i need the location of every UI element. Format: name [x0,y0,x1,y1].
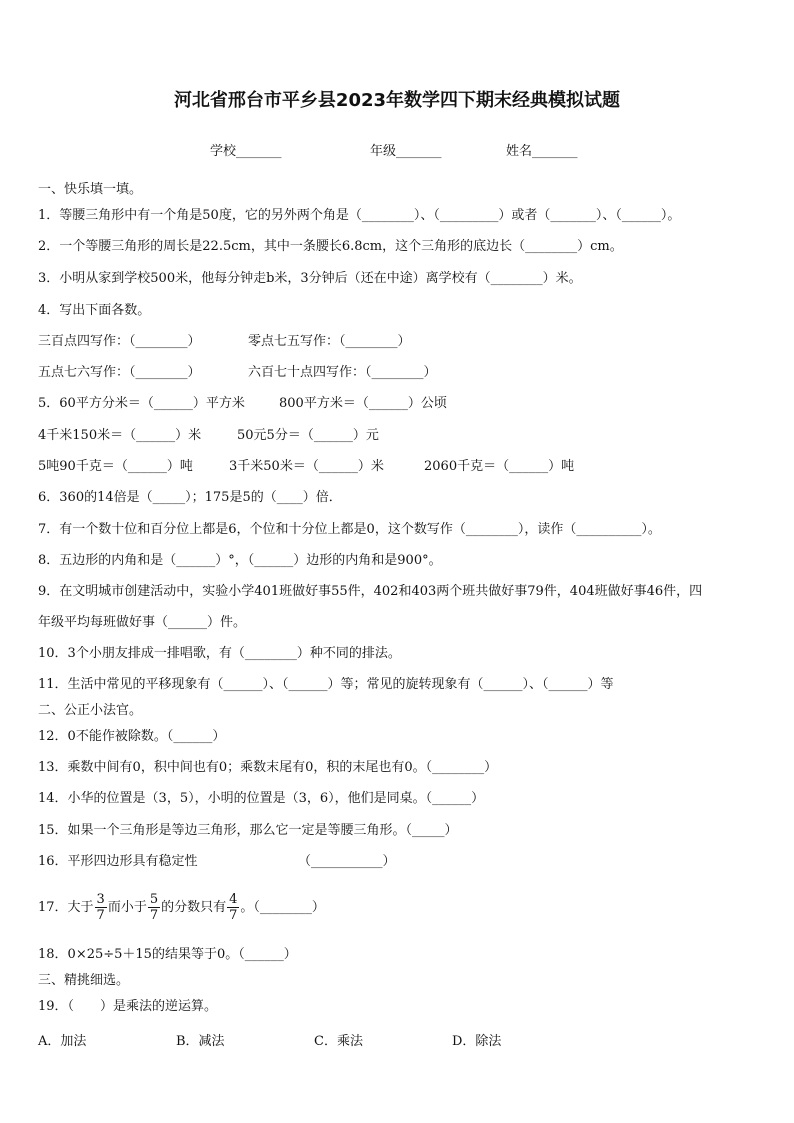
question-15: 15．如果一个三角形是等边三角形，那么它一定是等腰三角形。（_____） [38,823,458,838]
question-11: 11．生活中常见的平移现象有（______）、（______）等；常见的旋转现象有（______）、（______）等 [38,677,614,692]
question-5e: 5吨90千克＝（______）吨 [38,459,193,474]
question-10: 10．3个小朋友排成一排唱歌，有（________）种不同的排法。 [38,646,401,661]
section-heading-2: 二、公正小法官。 [38,703,143,718]
question-4b: 零点七五写作：（________） [248,334,411,349]
option-d[interactable]: D．除法 [452,1034,502,1049]
question-7: 7．有一个数十位和百分位上都是6，个位和十分位上都是0，这个数写作（________），读作（__________）。 [38,522,661,537]
question-5d: 50元5分＝（______）元 [237,428,379,443]
option-a[interactable]: A．加法 [38,1034,87,1049]
name-field: 姓名_______ [506,144,578,159]
question-1: 1．等腰三角形中有一个角是50度，它的另外两个角是（________）、（_________）或者（_______）、（______）。 [38,208,681,223]
question-9-line-2: 年级平均每班做好事（______）件。 [38,615,247,630]
question-16-blank: （___________） [298,854,396,869]
school-field: 学校_______ [210,144,282,159]
question-2: 2．一个等腰三角形的周长是22.5cm，其中一条腰长6.8cm，这个三角形的底边长（________）cm。 [38,239,623,254]
question-3: 3．小明从家到学校500米，他每分钟走b米，3分钟后（还在中途）离学校有（________）米。 [38,271,582,286]
question-8: 8．五边形的内角和是（______）°，（______）边形的内角和是900°。 [38,553,442,568]
page-title: 河北省邢台市平乡县2023年数学四下期末经典模拟试题 [173,90,621,111]
question-5b: 800平方米＝（______）公顷 [279,396,447,411]
question-6: 6．360的14倍是（_____）；175是5的（____）倍． [38,490,342,505]
question-5g: 2060千克＝（______）吨 [424,459,575,474]
question-14: 14．小华的位置是（3，5），小明的位置是（3，6），他们是同桌。（______） [38,791,485,806]
fraction-3-7: $\frac{3}{7}$ [96,892,105,923]
question-5c: 4千米150米＝（______）米 [38,428,202,443]
question-17-text-3: 的分数只有 [161,900,227,915]
question-9-line-1: 9．在文明城市创建活动中，实验小学401班做好事55件，402和403两个班共做好事79件，404班做好事46件，四 [38,584,703,599]
fraction-5-7: $\frac{5}{7}$ [149,892,159,923]
question-5a: 5．60平方分米＝（______）平方米 [38,396,245,411]
question-17 [38,890,325,926]
section-heading-1: 一、快乐填一填。 [38,182,143,197]
question-16: 16．平形四边形具有稳定性 [38,854,198,869]
grade-field: 年级_______ [370,144,442,159]
question-19: 19．（ ）是乘法的逆运算。 [38,999,218,1014]
option-b[interactable]: B．减法 [176,1034,225,1049]
question-17-text-4: 。（________） [240,900,325,915]
question-12: 12．0不能作被除数。（______） [38,729,226,744]
fraction-4-7: $\frac{4}{7}$ [229,892,238,923]
section-heading-3: 三、精挑细选。 [38,973,130,988]
question-17-text-2: 而小于 [107,900,147,915]
question-4a: 三百点四写作：（________） [38,334,201,349]
question-4c: 五点七六写作：（________） [38,365,201,380]
question-4d: 六百七十点四写作：（________） [248,365,437,380]
question-17-text-1: 17．大于 [38,900,94,915]
question-18: 18．0×25÷5＋15的结果等于0。（______） [38,947,297,962]
question-4: 4．写出下面各数。 [38,303,151,318]
question-5f: 3千米50米＝（______）米 [229,459,384,474]
question-13: 13．乘数中间有0，积中间也有0；乘数末尾有0，积的末尾也有0。（________） [38,760,498,775]
option-c[interactable]: C．乘法 [314,1034,363,1049]
